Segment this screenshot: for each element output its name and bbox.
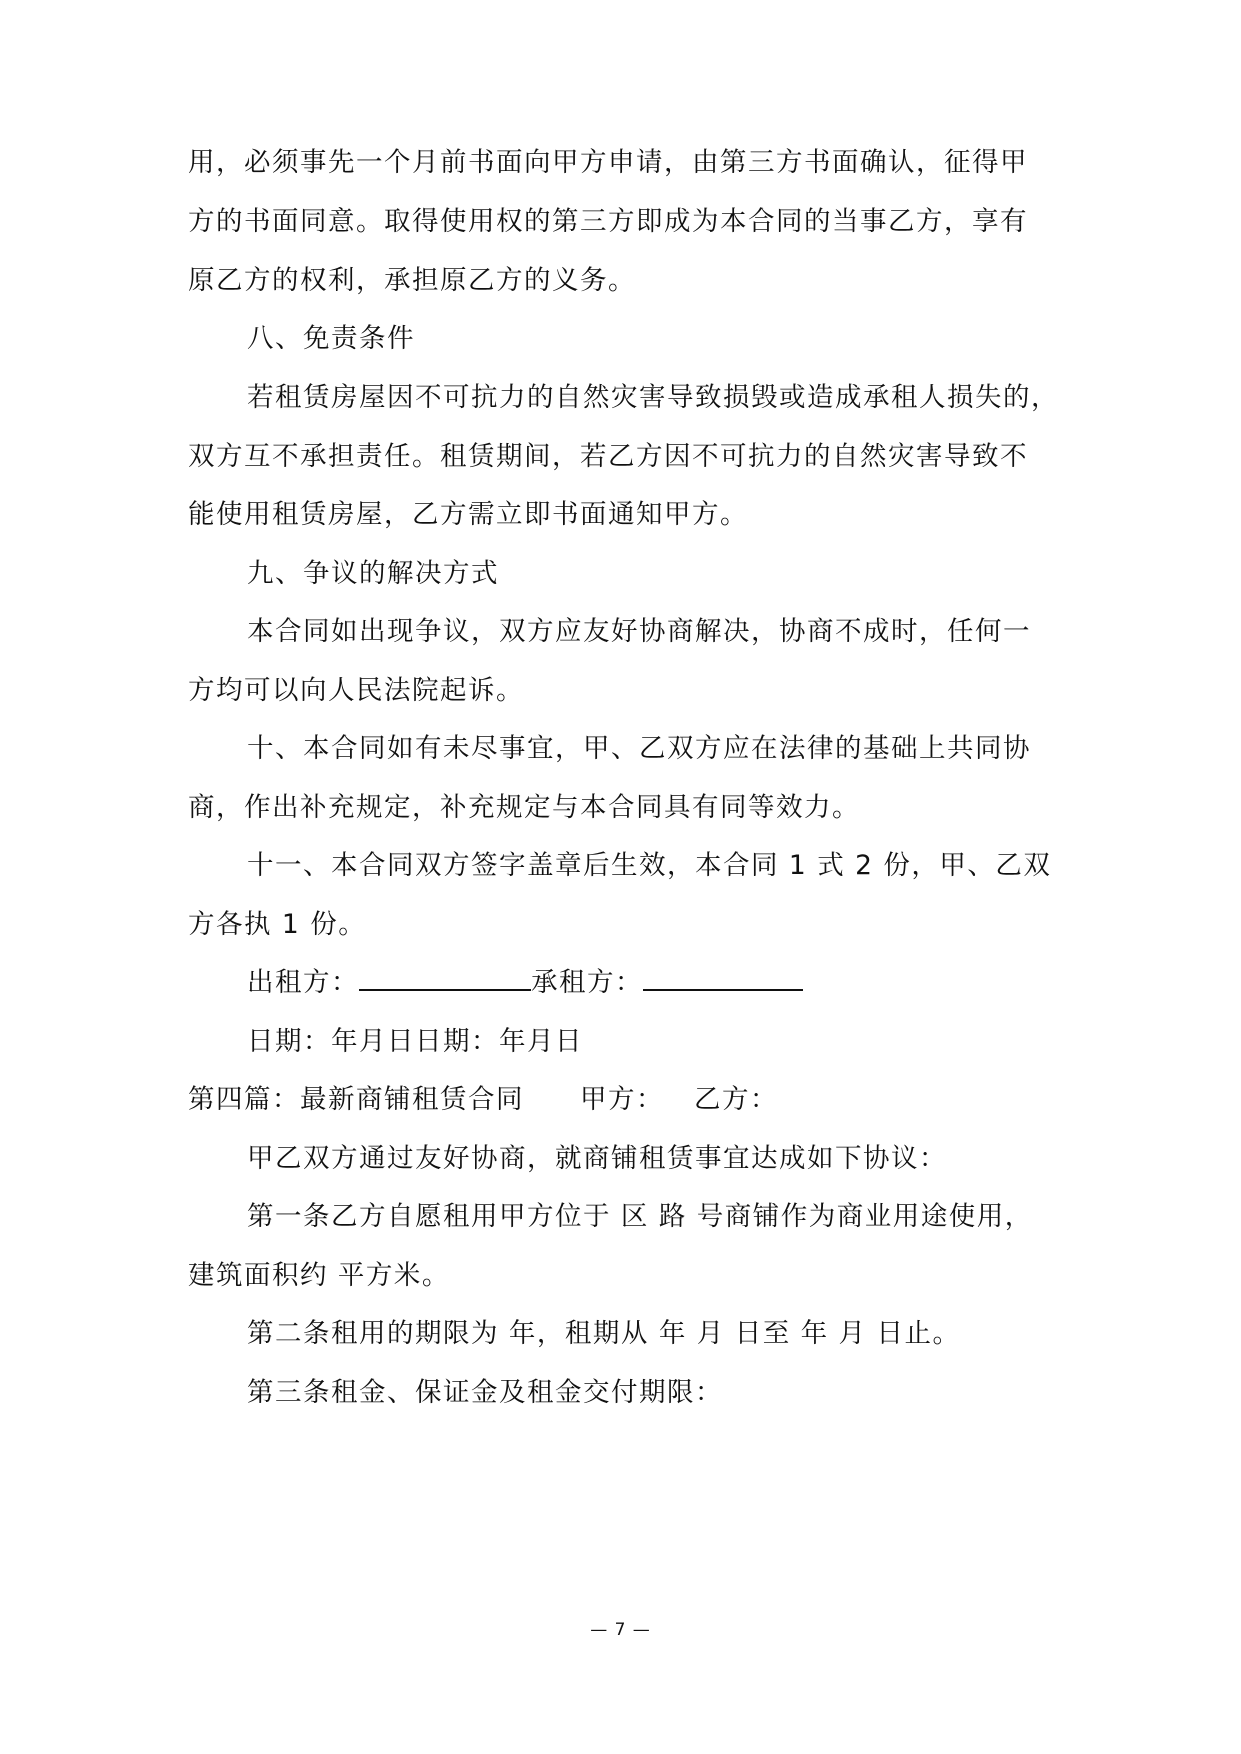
clause-heading: 九、争议的解决方式 <box>247 558 499 589</box>
paragraph-line: 十、本合同如有未尽事宜，甲、乙双方应在法律的基础上共同协 <box>247 733 1031 764</box>
paragraph-line: 本合同如出现争议，双方应友好协商解决，协商不成时，任何一 <box>247 616 1031 647</box>
lessor-label: 出租方： <box>247 967 359 998</box>
date-line: 日期：年月日日期：年月日 <box>247 1026 583 1057</box>
paragraph-line: 十一、本合同双方签字盖章后生效，本合同 1 式 2 份，甲、乙双 <box>247 850 1052 881</box>
section-heading <box>188 1082 778 1118</box>
paragraph-line: 建筑面积约 平方米。 <box>188 1260 450 1291</box>
paragraph-line: 商，作出补充规定，补充规定与本合同具有同等效力。 <box>188 792 860 823</box>
paragraph-line: 用，必须事先一个月前书面向甲方申请，由第三方书面确认，征得甲 <box>188 147 1028 178</box>
party-a-label: 甲方： <box>580 1084 664 1115</box>
lessee-blank <box>643 965 803 991</box>
paragraph-line: 若租赁房屋因不可抗力的自然灾害导致损毁或造成承租人损失的， <box>247 382 1059 413</box>
paragraph-line: 第二条租用的期限为 年，租期从 年 月 日至 年 月 日止。 <box>247 1318 961 1349</box>
page-number: — 7 — <box>590 1620 651 1640</box>
paragraph-line: 第一条乙方自愿租用甲方位于 区 路 号商铺作为商业用途使用， <box>247 1201 1033 1232</box>
paragraph-line: 甲乙双方通过友好协商，就商铺租赁事宜达成如下协议： <box>247 1143 947 1174</box>
paragraph-line: 方的书面同意。取得使用权的第三方即成为本合同的当事乙方，享有 <box>188 206 1028 237</box>
paragraph-line: 双方互不承担责任。租赁期间，若乙方因不可抗力的自然灾害导致不 <box>188 441 1028 472</box>
signature-line <box>247 965 803 1001</box>
paragraph-line: 方均可以向人民法院起诉。 <box>188 675 524 706</box>
clause-heading: 八、免责条件 <box>247 323 415 354</box>
section-title: 第四篇：最新商铺租赁合同 <box>188 1084 524 1115</box>
paragraph-line: 第三条租金、保证金及租金交付期限： <box>247 1377 723 1408</box>
paragraph-line: 能使用租赁房屋，乙方需立即书面通知甲方。 <box>188 499 748 530</box>
paragraph-line: 方各执 1 份。 <box>188 909 367 940</box>
lessee-label: 承租方： <box>531 967 643 998</box>
party-b-label: 乙方： <box>694 1084 778 1115</box>
lessor-blank <box>359 965 531 991</box>
paragraph-line: 原乙方的权利，承担原乙方的义务。 <box>188 265 636 296</box>
